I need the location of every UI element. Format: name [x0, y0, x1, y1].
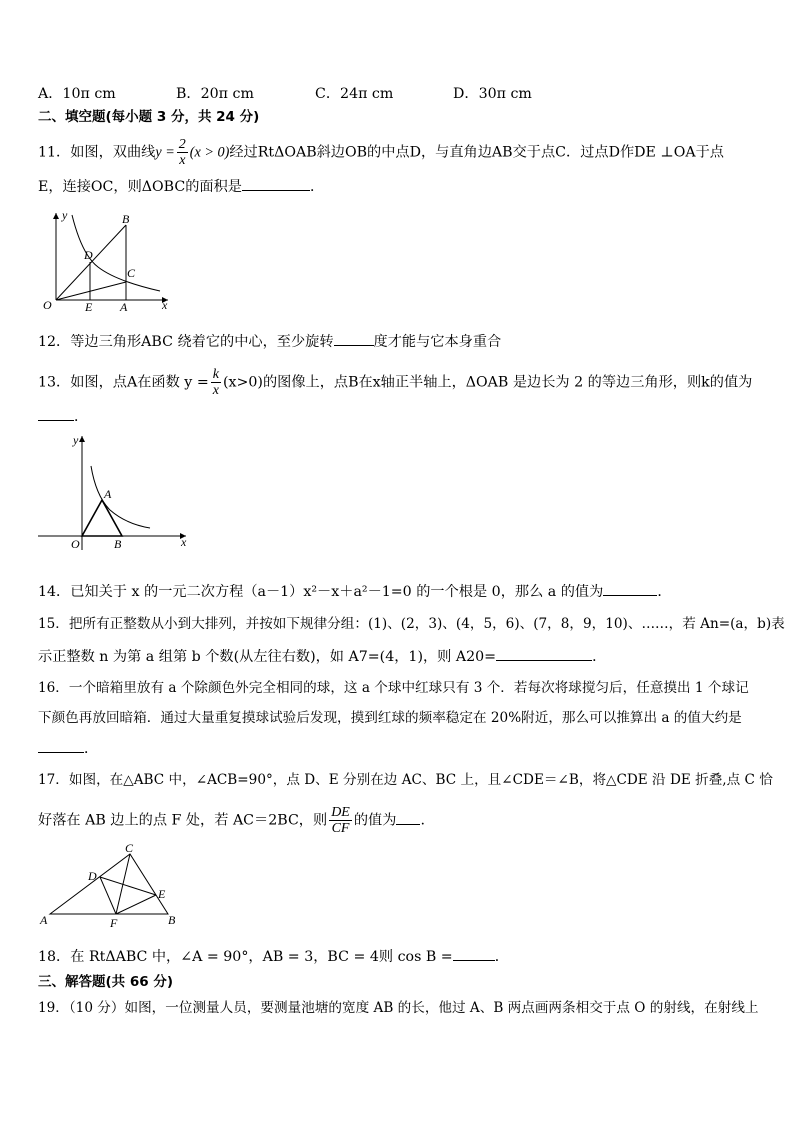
q17-label-a: A [40, 913, 48, 927]
q18-line [38, 946, 768, 967]
q16-line1: 16．一个暗箱里放有 a 个除颜色外完全相同的球，这 a 个球中红球只有 3 个．若每次将球搅匀后，任意摸出 1 个球记 [38, 680, 749, 696]
q14-text: 14．已知关于 x 的一元二次方程（a－1）x²－x＋a²－1=0 的一个根是 0，那么 a 的值为 [38, 584, 604, 600]
q13-answer-blank [38, 406, 74, 421]
q11-cond: (x > 0) [189, 144, 230, 161]
option-d: D．30π cm [453, 86, 532, 102]
q15-end: ． [592, 649, 607, 665]
q15-answer-blank [496, 646, 592, 661]
q14-line [38, 581, 768, 602]
q11-line2 [38, 176, 768, 197]
q11-label-y: y [62, 208, 68, 222]
q17-label-e: E [158, 887, 166, 901]
q12-line [38, 331, 768, 352]
q17-end: . [420, 812, 425, 829]
section-2-heading: 二、填空题(每小题 3 分，共 24 分) [38, 109, 260, 125]
q13-hyperbola [91, 466, 150, 528]
q13-label-a: A [104, 487, 112, 501]
q11-label-c: C [127, 266, 136, 280]
q12-text: 12．等边三角形ABC 绕着它的中心，至少旋转 [38, 334, 334, 350]
q17-figure [38, 842, 188, 932]
q17-answer-blank [396, 810, 420, 825]
q11-label-b: B [122, 212, 130, 226]
q13-y-arrow [79, 436, 85, 442]
q13-label-o: O [71, 537, 80, 551]
q16-answer-blank [38, 738, 84, 753]
q11-label-a: A [120, 300, 128, 314]
q13-prefix: 13．如图，点A在函数 y = [38, 374, 209, 391]
q15-line2-text: 示正整数 n 为第 a 组第 b 个数(从左往右数)，如 A7=(4，1)，则 A20= [38, 649, 497, 665]
section-3-heading: 三、解答题(共 66 分) [38, 974, 174, 990]
option-c: C．24π cm [315, 86, 394, 102]
q17-line2-mid: 的值为 [353, 812, 397, 829]
q11-prefix: 11．如图，双曲线 [38, 144, 156, 161]
q17-label-d: D [88, 869, 97, 883]
q16-end: ． [84, 741, 99, 757]
q11-line2-text: E，连接OC，则ΔOBC的面积是 [38, 179, 242, 195]
q13-figure [38, 430, 198, 552]
q13-triangle-oab [82, 500, 122, 536]
q17-triangle-abc [50, 854, 168, 914]
q11-answer-blank [242, 176, 310, 191]
q11-line2-end: ． [309, 179, 325, 195]
q13-end: ． [74, 409, 89, 425]
q11-fraction [177, 137, 188, 168]
q12-answer-blank [334, 331, 374, 346]
option-b: B．20π cm [176, 86, 254, 102]
q11-line1 [38, 137, 768, 168]
q17-line1: 17．如图，在△ABC 中，∠ACB=90°，点 D、E 分别在边 AC、BC 上，且∠CDE＝∠B，将△CDE 沿 DE 折叠,点 C 恰 [38, 772, 773, 788]
q13-rest: (x>0)的图像上，点B在x轴正半轴上，ΔOAB 是边长为 2 的等边三角形，则k的值为 [222, 374, 753, 391]
q18-answer-blank [453, 946, 495, 961]
q13-line2 [38, 406, 768, 427]
q13-label-y: y [73, 433, 79, 447]
q17-segment-df [100, 877, 116, 914]
q11-label-d: D [84, 248, 93, 262]
q16-line2: 下颜色再放回暗箱．通过大量重复摸球试验后发现，摸到红球的频率稳定在 20%附近，那么可以推算出 a 的值大约是 [38, 710, 742, 726]
q17-label-f: F [110, 916, 118, 930]
q14-end: ． [657, 584, 672, 600]
q16-line3 [38, 738, 768, 759]
q13-line1 [38, 367, 768, 398]
option-a: A．10π cm [38, 86, 116, 102]
q11-y-arrow [53, 213, 59, 219]
q13-label-b: B [114, 537, 122, 551]
q17-label-c: C [125, 842, 134, 855]
q17-frac-num: DE [331, 805, 350, 820]
q11-line1-rest: 经过RtΔOAB斜边OB的中点D，与直角边AB交于点C．过点D作DE ⊥OA于点 [229, 144, 724, 161]
q18-end: ． [494, 949, 509, 965]
q17-segment-ef [116, 895, 156, 914]
q13-label-x: x [181, 535, 187, 549]
q11-label-o: O [43, 298, 52, 312]
q17-label-b: B [168, 913, 176, 927]
q14-answer-blank [603, 581, 657, 596]
q19-line: 19．（10 分）如图，一位测量人员，要测量池塘的宽度 AB 的长，他过 A、B 两点画两条相交于点 O 的射线，在射线上 [38, 1000, 759, 1016]
q15-line2 [38, 646, 768, 667]
q15-line1: 15．把所有正整数从小到大排列，并按如下规律分组：(1)、(2，3)、(4，5，6)、(7，8，9，10)、……，若 An=(a，b)表 [38, 616, 785, 632]
q17-line2-text: 好落在 AB 边上的点 F 处，若 AC＝2BC，则 [38, 812, 328, 829]
q17-fraction [329, 805, 352, 836]
q11-segment-oc [56, 282, 126, 300]
q13-frac-num: k [212, 367, 219, 382]
q11-figure [38, 205, 178, 315]
q17-frac-den: CF [331, 821, 350, 836]
q18-text: 18．在 RtΔABC 中，∠A = 90°，AB = 3，BC = 4则 cos B = [38, 949, 453, 965]
q17-line2 [38, 805, 768, 836]
q13-frac-den: x [212, 383, 219, 398]
q12-end: 度才能与它本身重合 [373, 334, 502, 350]
q11-eq-lhs: y = [155, 144, 175, 161]
q13-fraction [211, 367, 221, 398]
q11-segment-ob [56, 225, 126, 300]
q11-frac-num: 2 [178, 137, 186, 152]
q17-segment-de [100, 877, 156, 895]
q11-label-e: E [85, 300, 93, 314]
q11-label-x: x [162, 298, 168, 312]
q11-frac-den: x [179, 153, 186, 168]
